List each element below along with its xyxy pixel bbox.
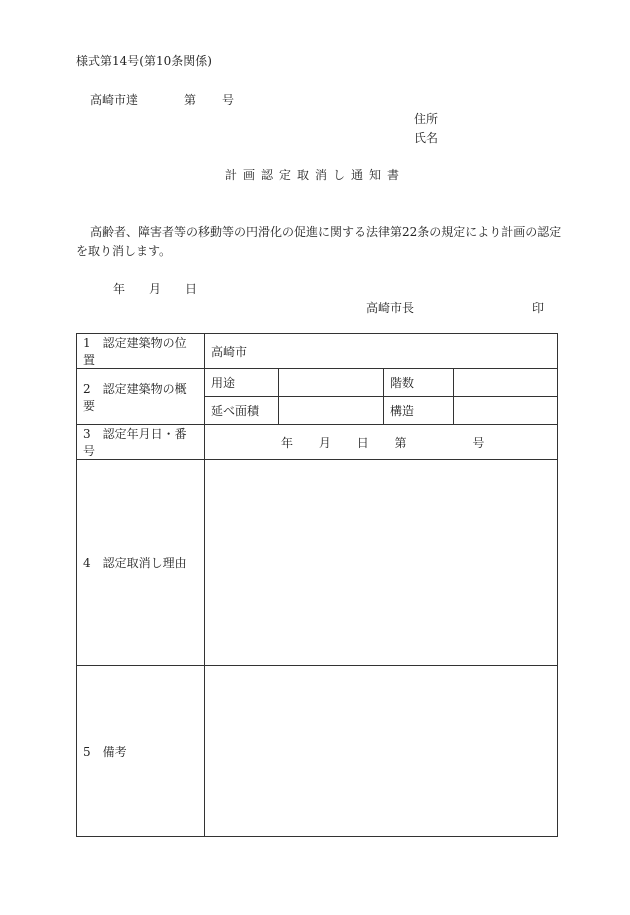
date-day: 日	[185, 282, 198, 296]
body-text-line-2: を取り消します。	[76, 244, 172, 258]
location-label: 1 認定建築物の位置	[77, 334, 205, 369]
revocation-reason-value[interactable]	[205, 460, 558, 666]
body-text-line-1: 高齢者、障害者等の移動等の円滑化の促進に関する法律第22条の規定により計画の認定	[90, 225, 562, 239]
seal-mark: 印	[532, 301, 545, 315]
issuer-reference: 高崎市達	[90, 93, 139, 107]
usage-value[interactable]	[279, 369, 384, 397]
cert-year: 年	[281, 435, 294, 450]
location-value: 高崎市	[205, 334, 558, 369]
date-year: 年	[113, 282, 126, 296]
name-label: 氏名	[414, 131, 439, 145]
cert-date-value[interactable]	[205, 425, 558, 460]
revocation-reason-label: 4 認定取消し理由	[77, 460, 205, 666]
table-row	[77, 334, 558, 369]
number-prefix: 第	[184, 93, 197, 107]
table-row	[77, 666, 558, 837]
table-row	[77, 460, 558, 666]
cert-number-suffix: 号	[472, 435, 485, 450]
floors-label: 階数	[384, 369, 454, 397]
floors-value[interactable]	[454, 369, 558, 397]
overview-label: 2 認定建築物の概要	[77, 369, 205, 425]
structure-label: 構造	[384, 397, 454, 425]
remarks-label: 5 備考	[77, 666, 205, 837]
form-number: 様式第14号(第10条関係)	[76, 54, 212, 68]
cert-day: 日	[356, 435, 369, 450]
mayor-label: 高崎市長	[366, 301, 415, 315]
cert-month: 月	[318, 435, 331, 450]
address-label: 住所	[414, 112, 439, 126]
cert-number-prefix: 第	[394, 435, 407, 450]
table-row	[77, 425, 558, 460]
usage-label: 用途	[205, 369, 279, 397]
certification-table	[76, 333, 558, 837]
cert-date-label: 3 認定年月日・番号	[77, 425, 205, 460]
floor-area-value[interactable]	[279, 397, 384, 425]
document-title: 計画認定取消し通知書	[224, 168, 405, 182]
date-month: 月	[149, 282, 162, 296]
remarks-value[interactable]	[205, 666, 558, 837]
number-suffix: 号	[222, 93, 235, 107]
table-row	[77, 369, 558, 397]
floor-area-label: 延べ面積	[205, 397, 279, 425]
structure-value[interactable]	[454, 397, 558, 425]
